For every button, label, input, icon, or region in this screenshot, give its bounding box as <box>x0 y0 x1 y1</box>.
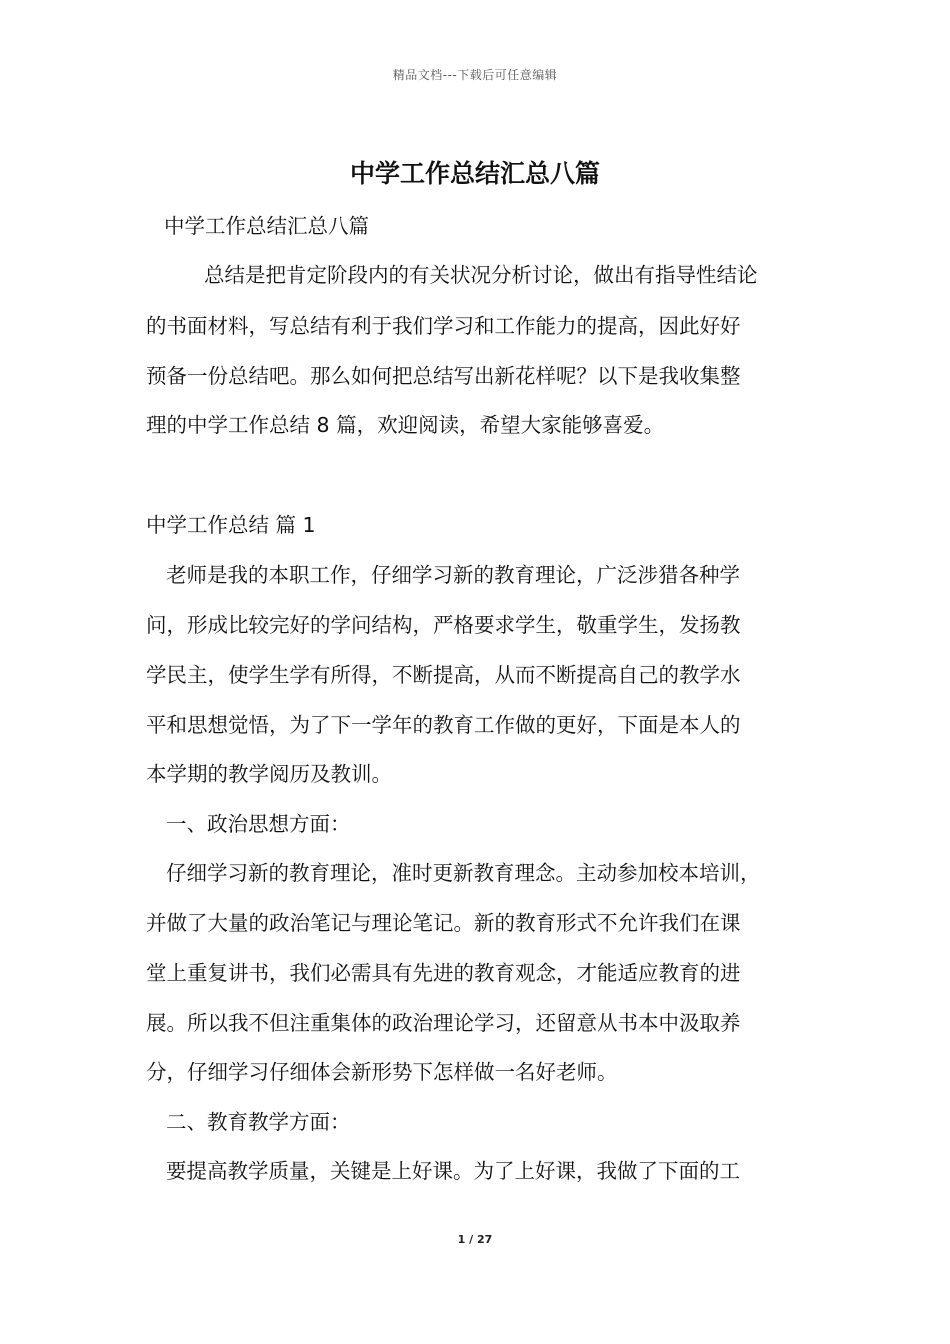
page-indicator: 1 / 27 <box>457 1233 493 1246</box>
body-line: 要提高教学质量，关键是上好课。为了上好课，我做了下面的工 <box>166 1159 740 1183</box>
body-line: 并做了大量的政治笔记与理论笔记。新的教育形式不允许我们在课 <box>146 911 741 935</box>
page-header: 精品文档---下载后可任意编辑 <box>392 68 558 82</box>
body-line: 理的中学工作总结 8 篇，欢迎阅读，希望大家能够喜爱。 <box>146 413 665 437</box>
body-line: 本学期的教学阅历及教训。 <box>146 762 392 786</box>
body-line: 问，形成比较完好的学问结构，严格要求学生，敬重学生，发扬教 <box>146 613 741 637</box>
body-line: 总结是把肯定阶段内的有关状况分析讨论，做出有指导性结论 <box>204 263 758 287</box>
document-subtitle: 中学工作总结汇总八篇 <box>164 214 369 238</box>
document-title: 中学工作总结汇总八篇 <box>349 159 600 188</box>
body-line: 学民主，使学生学有所得，不断提高，从而不断提高自己的教学水 <box>146 663 741 687</box>
body-line: 的书面材料，写总结有利于我们学习和工作能力的提高，因此好好 <box>146 314 741 338</box>
section-heading: 中学工作总结 篇 1 <box>146 513 316 537</box>
body-line: 展。所以我不但注重集体的政治理论学习，还留意从书本中汲取养 <box>146 1011 741 1035</box>
body-line: 仔细学习新的教育理论，准时更新教育理念。主动参加校本培训， <box>166 861 761 885</box>
body-line: 预备一份总结吧。那么如何把总结写出新花样呢？以下是我收集整 <box>146 364 741 388</box>
subsection-heading: 一、政治思想方面： <box>166 812 351 836</box>
body-line: 平和思想觉悟，为了下一学年的教育工作做的更好，下面是本人的 <box>146 713 741 737</box>
body-line: 分，仔细学习仔细体会新形势下怎样做一名好老师。 <box>146 1060 618 1084</box>
body-line: 堂上重复讲书，我们必需具有先进的教育观念，才能适应教育的进 <box>146 961 741 985</box>
subsection-heading: 二、教育教学方面： <box>166 1110 351 1134</box>
body-line: 老师是我的本职工作，仔细学习新的教育理论，广泛涉猎各种学 <box>166 563 740 587</box>
